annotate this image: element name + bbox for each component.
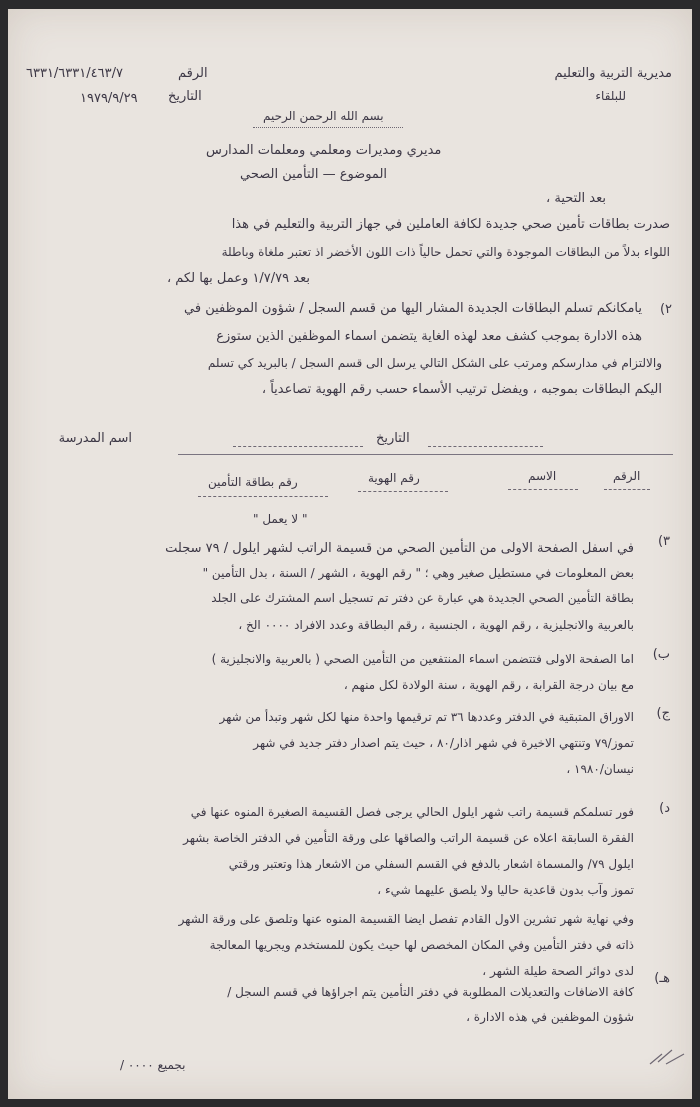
p3c-number: ج)	[656, 706, 670, 721]
p3h-line: شؤون الموظفين في هذه الادارة ،	[466, 1010, 634, 1024]
addressee: مديري ومديرات ومعلمي ومعلمات المدارس	[206, 143, 442, 158]
p3b-line: اما الصفحة الاولى فتتضمن اسماء المنتفعين من التأمين الصحي ( بالعربية والانجليزية )	[211, 652, 634, 666]
p3c-line: نيسان/١٩٨٠ ،	[566, 762, 634, 776]
p2-line: هذه الادارة بموجب كشف معد لهذه الغاية يتضمن اسماء الموظفين الذين ستوزع	[216, 329, 642, 344]
p3d-line: تموز وآب بدون قاعدية حاليا ولا يلصق عليهما شيء ،	[377, 883, 634, 897]
p3b-line: مع بيان درجة القرابة ، رقم الهوية ، سنة الولادة لكل منهم ،	[343, 678, 634, 692]
ref-number: ٦٣٣١/٦٣٣١/٤٦٣/٧	[26, 66, 123, 81]
form-school-label: اسم المدرسة	[58, 431, 132, 446]
p2-line: يامكانكم تسلم البطاقات الجديدة المشار اليها من قسم السجل / شؤون الموظفين في	[184, 301, 642, 316]
p3e-line: وفي نهاية شهر تشرين الاول القادم تفصل ايضا القسيمة المنوه عنها وتلصق على ورقة الشهر	[178, 912, 634, 926]
date-value: ١٩٧٩/٩/٢٩	[80, 91, 138, 106]
col-rule	[198, 496, 328, 497]
p1-line: بعد ١/٧/٧٩ وعمل بها لكم ،	[166, 271, 310, 286]
p3-line: بطاقة التأمين الصحي الجديدة هي عبارة عن دفتر تم تسجيل اسم المشترك على الجلد	[211, 591, 634, 605]
form-divider	[178, 454, 673, 455]
p3-number: ٣)	[657, 534, 670, 549]
p3d-line: فور تسلمكم قسيمة راتب شهر ايلول الحالي يرجى فصل القسيمة الصغيرة المنوه عنها في	[190, 805, 634, 819]
p2-number: ٢)	[659, 302, 672, 317]
p1-line: اللواء بدلاً من البطاقات الموجودة والتي تحمل حالياً ذات اللون الأخضر اذ تعتبر ملغاة وباطلة	[221, 245, 670, 259]
p3e-line: ذاته في دفتر التأمين وفي المكان المخصص لها حيث يكون للمستخدم ويجريها المعالجة	[209, 938, 634, 952]
basmala-underline	[253, 127, 403, 128]
directorate-name: مديرية التربية والتعليم	[554, 66, 672, 81]
distribution-note: بجميع ٠٠٠٠ /	[120, 1058, 186, 1072]
p2-line: والالتزام في مدارسكم ومرتب على الشكل التالي يرسل الى قسم السجل / بالبريد كي تسلم	[207, 356, 662, 370]
p3-line: بالعربية والانجليزية ، رقم الهوية ، الجنسية ، رقم البطاقة وعدد الافراد ٠٠٠٠ الخ ،	[238, 618, 634, 632]
basmala: بسم الله الرحمن الرحيم	[263, 109, 384, 123]
school-fill-line	[428, 446, 543, 447]
col-header-id: رقم الهوية	[368, 471, 420, 485]
p3d-number: د)	[659, 801, 670, 816]
p3b-number: ب)	[652, 647, 670, 662]
form-date-label: التاريخ	[376, 431, 410, 446]
p3c-line: الاوراق المتبقية في الدفتر وعددها ٣٦ تم ترقيمها واحدة منها لكل شهر وتبدأ من شهر	[219, 710, 634, 724]
p3h-line: كافة الاضافات والتعديلات المطلوبة في دفتر التأمين يتم اجراؤها في قسم السجل /	[227, 985, 634, 999]
p2-line: اليكم البطاقات بموجبه ، ويفضل ترتيب الأسماء حسب رقم الهوية تصاعدياً ،	[261, 382, 662, 397]
p3d-line: الفقرة السابقة اعلاه عن قسيمة الراتب والصاقها على ورقة التأمين في الدفتر الخاصة بشهر	[183, 831, 634, 845]
corner-mark-icon	[648, 1044, 688, 1068]
p1-line: صدرت بطاقات تأمين صحي جديدة لكافة العاملين في جهاز التربية والتعليم في هذا	[231, 217, 670, 232]
ref-label: الرقم	[178, 66, 208, 81]
p3c-line: تموز/٧٩ وتنتهي الاخيرة في شهر اذار/٨٠ ، حيث يتم اصدار دفتر جديد في شهر	[253, 736, 634, 750]
date-fill-line	[233, 446, 363, 447]
col-rule	[358, 491, 448, 492]
col-header-number: الرقم	[613, 469, 641, 483]
col-rule	[508, 489, 578, 490]
col-header-card: رقم بطاقة التأمين	[208, 475, 298, 489]
p3h-number: هـ)	[654, 971, 670, 986]
p3-line: بعض المعلومات في مستطيل صغير وهي ؛ " رقم الهوية ، الشهر / السنة ، بدل التأمين "	[202, 566, 634, 580]
col-rule	[604, 489, 650, 490]
table-note: " لا يعمل "	[253, 512, 308, 526]
p3e-line: لدى دوائر الصحة طيلة الشهر ،	[482, 964, 634, 978]
date-label: التاريخ	[168, 89, 202, 104]
p3d-line: ايلول ٧٩/ والمسماة اشعار بالدفع في القسم السفلي من الاشعار هذا وتعتبر ورقتي	[228, 857, 634, 871]
col-header-name: الاسم	[528, 469, 557, 483]
greeting: بعد التحية ،	[546, 191, 606, 206]
directorate-region: للبلقاء	[595, 89, 626, 103]
document-page	[8, 9, 692, 1099]
subject-line: الموضوع — التأمين الصحي	[240, 167, 388, 182]
p3-line: في اسفل الصفحة الاولى من التأمين الصحي من قسيمة الراتب لشهر ايلول / ٧٩ سجلت	[165, 541, 634, 556]
